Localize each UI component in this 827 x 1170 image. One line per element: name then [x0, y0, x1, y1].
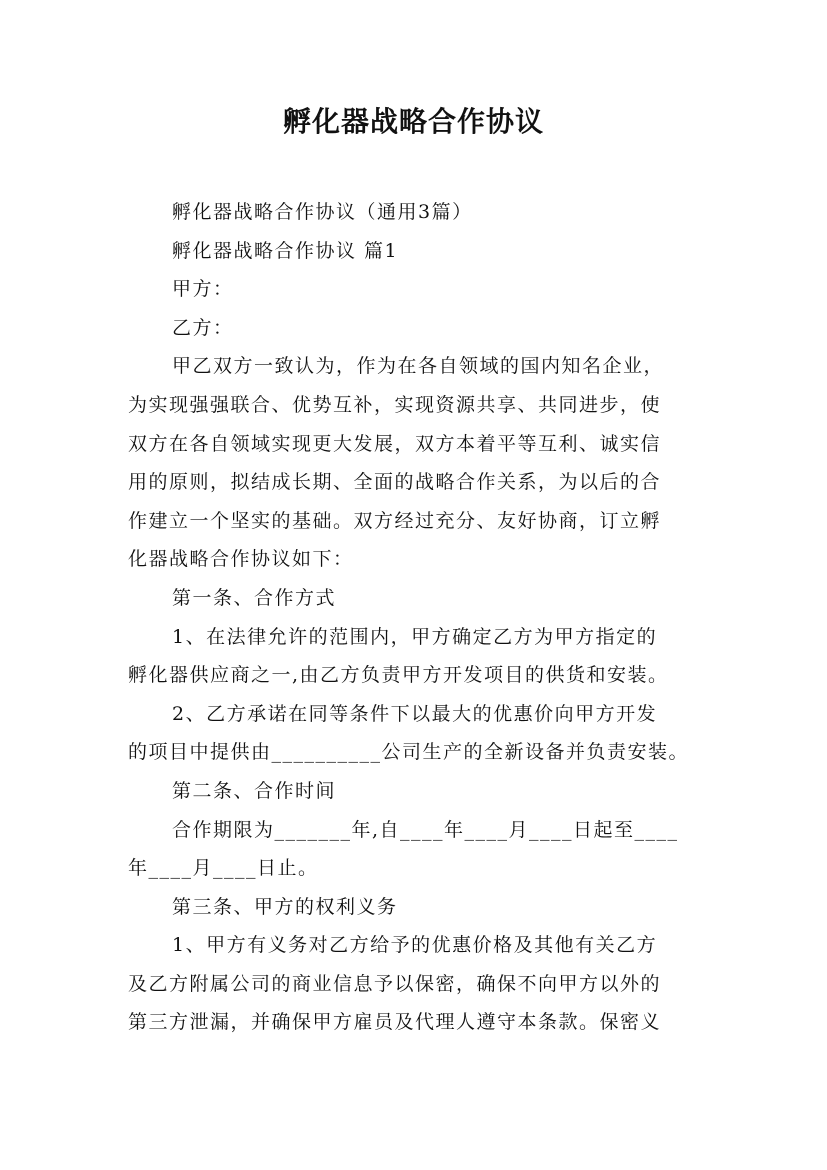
text-line: 孵化器战略合作协议（通用3篇）	[172, 201, 473, 223]
section-heading: 第三条、甲方的权利义务	[172, 895, 398, 918]
text-line: 及乙方附属公司的商业信息予以保密，确保不向甲方以外的	[128, 972, 662, 995]
text-line: 第三方泄漏，并确保甲方雇员及代理人遵守本条款。保密义	[128, 1011, 662, 1034]
text-line: 化器战略合作协议如下：	[128, 548, 354, 571]
document-body	[128, 193, 706, 1042]
text-line: 1、在法律允许的范围内，甲方确定乙方为甲方指定的	[172, 625, 658, 648]
text-line: 合作期限为_______年,自____年____月____日起至____	[172, 818, 679, 841]
text-line: 的项目中提供由__________公司生产的全新设备并负责安装。	[128, 741, 690, 764]
text-line: 甲方：	[172, 278, 234, 301]
text-line: 孵化器战略合作协议 篇1	[172, 239, 399, 262]
text-line: 双方在各自领域实现更大发展，双方本着平等互利、诚实信	[128, 432, 662, 455]
section-heading: 第一条、合作方式	[172, 586, 337, 609]
text-line: 甲乙双方一致认为，作为在各自领域的国内知名企业，	[172, 355, 665, 378]
text-line: 2、乙方承诺在同等条件下以最大的优惠价向甲方开发	[172, 702, 658, 725]
text-line: 孵化器供应商之一,由乙方负责甲方开发项目的供货和安装。	[128, 664, 669, 687]
text-line: 乙方：	[172, 316, 234, 339]
document-title: 孵化器战略合作协议	[282, 105, 544, 138]
text-line: 作建立一个坚实的基础。双方经过充分、友好协商，订立孵	[128, 509, 662, 532]
section-heading: 第二条、合作时间	[172, 779, 337, 802]
text-line: 年____月____日止。	[128, 857, 319, 880]
text-line: 用的原则，拟结成长期、全面的战略合作关系，为以后的合	[128, 471, 662, 494]
text-line: 为实现强强联合、优势互补，实现资源共享、共同进步，使	[128, 393, 662, 416]
text-line: 1、甲方有义务对乙方给予的优惠价格及其他有关乙方	[172, 934, 658, 957]
